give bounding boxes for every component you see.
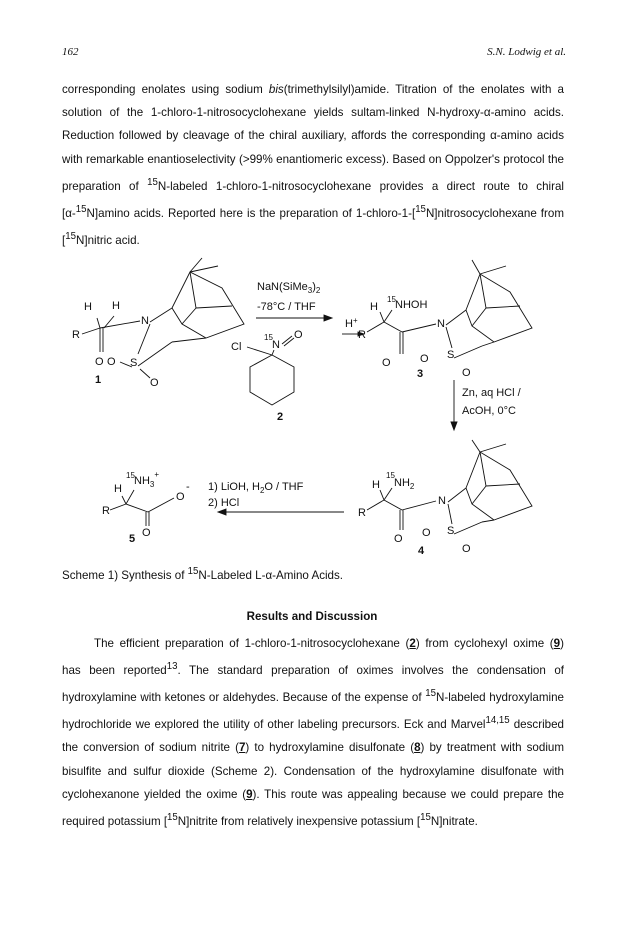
svg-text:O: O <box>462 543 471 555</box>
svg-text:NH3+: $NH_3^+$ <box>134 470 160 489</box>
compound-5 <box>102 470 190 545</box>
svg-text:R: R <box>358 329 366 341</box>
svg-text:H: H <box>370 301 378 313</box>
svg-text:O: O <box>422 527 431 539</box>
reaction-arrow-3 <box>208 481 344 515</box>
svg-text:15: 15 <box>126 471 135 480</box>
svg-text:2) HCl: 2) HCl <box>208 497 240 509</box>
svg-text:H+: H+ <box>345 316 358 330</box>
scheme-caption: Scheme 1) Synthesis of $^{15}$N-Labeled L-α-Amino Acids. <box>62 566 344 582</box>
svg-text:5: 5 <box>129 533 136 545</box>
svg-text:S: S <box>447 349 455 361</box>
svg-text:H: H <box>114 483 122 495</box>
compound-3 <box>358 260 532 380</box>
reaction-scheme <box>62 250 562 560</box>
svg-text:Zn, aq HCl /: Zn, aq HCl / <box>462 387 521 399</box>
svg-text:NH2: $NH_2$ <box>394 477 415 491</box>
compound-1 <box>72 258 244 389</box>
svg-text:O: O <box>176 491 185 503</box>
reaction-arrow-2 <box>451 380 522 430</box>
compound-2 <box>231 329 303 423</box>
reaction-arrow-1 <box>256 281 364 336</box>
svg-text:H: H <box>112 300 120 312</box>
svg-text:H: H <box>372 479 380 491</box>
svg-text:R: R <box>358 507 366 519</box>
results-paragraph: The efficient preparation of 1-chloro-1-nitrosocyclohexane (2) from cyclohexyl oxime (9) has been reported$^{13}$. The standard preparation of oximes involves the condensation of hydroxylamine with ketones or aldehydes. Because of the expense of $^{15}$N-labeled hydroxylamine hydrochloride we explored the utility of other labeling precursors. Eck and Marvel$^{14,15}$ described the conversion of sodium nitrite (7) to hydroxylamine disulfonate (8) by treatment with sodium bisulfite and sulfur dioxide (Scheme 2). Condensation of the hydroxylamine disulfonate with cyclohexanone yielded the oxime (9). This route was appealing because we could prepare the required potassium [$^{15}$N]nitrite from relatively inexpensive potassium [$^{15}$N]nitrate. <box>62 637 565 828</box>
svg-text:1) LiOH, H2O / THF: 1) LiOH, $H_2O$ / THF <box>208 481 304 495</box>
svg-text:N: N <box>438 495 446 507</box>
compound-4 <box>358 440 532 557</box>
svg-text:-78°C / THF: -78°C / THF <box>257 301 316 313</box>
svg-text:NaN(SiMe3)2: $NaN(SiMe_3)_2$ <box>257 281 321 295</box>
svg-text:N: N <box>437 318 445 330</box>
svg-text:-: - <box>186 481 190 493</box>
svg-text:N: N <box>272 339 280 351</box>
svg-text:R: R <box>102 505 110 517</box>
svg-text:O: O <box>294 329 303 341</box>
svg-text:3: 3 <box>417 368 424 380</box>
svg-text:O: O <box>462 367 471 379</box>
svg-text:H: H <box>84 301 92 313</box>
svg-text:O: O <box>420 353 429 365</box>
svg-text:NHOH: NHOH <box>395 299 428 311</box>
intro-paragraph: corresponding enolates using sodium bis(trimethylsilyl)amide. Titration of the enolates with a solution of the 1-chloro-1-nitrosocyclohexane yields sultam-linked N-hydroxy-α-amino acids. Reduction followed by cleavage of the chiral auxiliary, affords the corresponding α-amino acids with remarkable enantioselectivity (>99% enantiomeric excess). Based on Oppolzer's protocol the preparation of $^{15}$N-labeled 1-chloro-1-nitrosocyclohexane provides a direct route to chiral [α-$^{15}$N]amino acids. Reported here is the preparation of 1-chloro-1-[$^{15}$N]nitrosocyclohexane from [$^{15}$N]nitric acid. <box>62 83 564 247</box>
svg-text:O: O <box>95 356 104 368</box>
svg-text:O: O <box>142 527 151 539</box>
svg-text:15: 15 <box>387 295 396 304</box>
page-number: 162 <box>62 46 79 58</box>
svg-text:15: 15 <box>386 471 395 480</box>
svg-text:O: O <box>107 356 116 368</box>
running-head: S.N. Lodwig et al. <box>487 46 566 58</box>
svg-text:4: 4 <box>418 545 425 557</box>
section-heading: Results and Discussion <box>246 610 378 623</box>
svg-text:S: S <box>447 525 455 537</box>
svg-text:S: S <box>130 357 138 369</box>
svg-text:1: 1 <box>95 374 102 386</box>
svg-text:15: 15 <box>264 333 273 342</box>
svg-text:2: 2 <box>277 411 284 423</box>
svg-text:O: O <box>394 533 403 545</box>
svg-text:Cl: Cl <box>231 341 242 353</box>
svg-text:R: R <box>72 329 80 341</box>
svg-text:N: N <box>141 315 149 327</box>
svg-text:AcOH, 0°C: AcOH, 0°C <box>462 405 516 417</box>
svg-text:O: O <box>382 357 391 369</box>
svg-text:O: O <box>150 377 159 389</box>
